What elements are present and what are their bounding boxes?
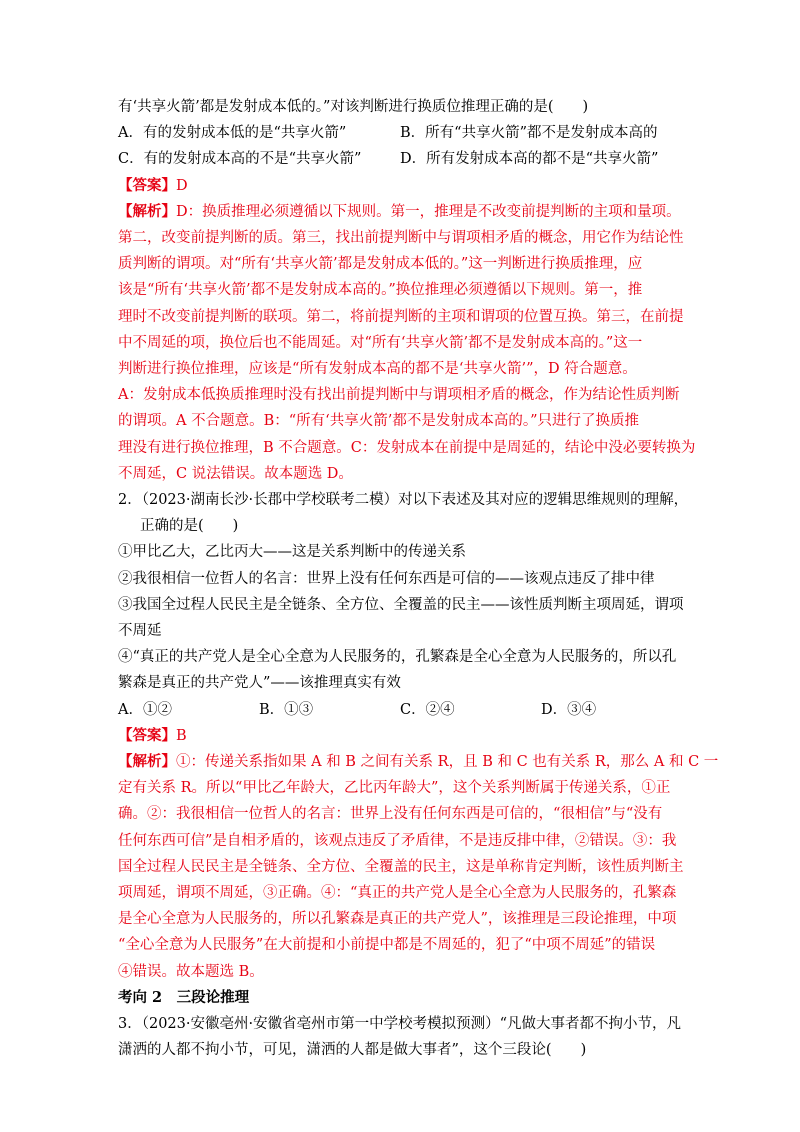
q1-analysis-line: 【解析】D：换质推理必须遵循以下规则。第一，推理是不改变前提判断的主项和量项。 bbox=[118, 202, 681, 220]
q2-analysis-line: 任何东西可信”是自相矛盾的，该观点违反了矛盾律，不是违反排中律，②错误。③：我 bbox=[118, 832, 677, 849]
q1-analysis-line: 第二，改变前提判断的质。第三，找出前提判断中与谓项相矛盾的概念，用它作为结论性 bbox=[118, 229, 684, 246]
q1-answer: 【答案】D bbox=[118, 176, 188, 194]
q1-option-c: C．有的发射成本高的不是“共享火箭” bbox=[118, 151, 362, 168]
document-page bbox=[118, 94, 719, 1063]
q1-options-row-2 bbox=[118, 146, 690, 172]
q1-option-d: D．所有发射成本高的都不是“共享火箭” bbox=[400, 151, 659, 168]
section-heading: 考向 2 三段论推理 bbox=[118, 988, 250, 1006]
q2-options bbox=[118, 697, 690, 723]
q2-analysis bbox=[118, 749, 719, 985]
q2-item: ①甲比乙大，乙比丙大——这是关系判断中的传递关系 bbox=[118, 544, 466, 561]
q2-option-a: A．①② bbox=[118, 701, 172, 718]
q2-analysis-line: 【解析】①：传递关系指如果 A 和 B 之间有关系 R，且 B 和 C 也有关系 R，那么 A 和 C 一 bbox=[118, 753, 719, 771]
q2-item: 不周延 bbox=[118, 623, 162, 640]
q2-analysis-line: 是全心全意为人民服务的，所以孔繁森是真正的共产党人”，该推理是三段论推理，中项 bbox=[118, 911, 677, 928]
q2-analysis-line: 项周延，谓项不周延，③正确。④：“真正的共产党人是全心全意为人民服务的，孔繁森 bbox=[118, 885, 677, 902]
q2-stem-line: 2．（2023·湖南长沙·长郡中学校联考二模）对以下表述及其对应的逻辑思维规则的理解， bbox=[118, 492, 689, 509]
q2-analysis-line: 确。②：我很相信一位哲人的名言：世界上没有任何东西是可信的，“很相信”与“没有 bbox=[118, 806, 663, 823]
q1-analysis-line: 判断进行换位推理，应该是“所有发射成本高的都不是‘共享火箭’”，D 符合题意。 bbox=[118, 361, 637, 377]
q2-item: ②我很相信一位哲人的名言：世界上没有任何东西是可信的——该观点违反了排中律 bbox=[118, 570, 655, 587]
q2-analysis-line: 国全过程人民民主是全链条、全方位、全覆盖的民主，这是单称肯定判断，该性质判断主 bbox=[118, 858, 684, 875]
q2-option-d: D．③④ bbox=[541, 701, 597, 718]
q3-stem-line: 3．（2023·安徽亳州·安徽省亳州市第一中学校考模拟预测）“凡做大事者都不拘小节，凡 bbox=[118, 1016, 682, 1033]
q2-analysis-line: ④错误。故本题选 B。 bbox=[118, 963, 264, 980]
q1-analysis-line: A：发射成本低换质推理时没有找出前提判断中与谓项相矛盾的概念，作为结论性质判断 bbox=[118, 387, 680, 404]
q1-option-a: A．有的发射成本低的是“共享火箭” bbox=[118, 125, 347, 142]
q2-item: ③我国全过程人民民主是全链条、全方位、全覆盖的民主——该性质判断主项周延，谓项 bbox=[118, 596, 684, 613]
q2-analysis-line: “全心全意为人民服务”在大前提和小前提中都是不周延的，犯了“中项不周延”的错误 bbox=[118, 937, 656, 954]
q1-analysis-line: 不周延，C 说法错误。故本题选 D。 bbox=[118, 465, 353, 482]
q2-stem-line: 正确的是( ) bbox=[140, 518, 239, 535]
q1-analysis-line: 该是“所有‘共享火箭’都不是发射成本高的。”换位推理必须遵循以下规则。第一，推 bbox=[118, 282, 643, 299]
q2-item: 繁森是真正的共产党人”——该推理真实有效 bbox=[118, 675, 401, 692]
q2-option-c: C．②④ bbox=[400, 701, 455, 718]
q2-answer: 【答案】B bbox=[118, 726, 187, 744]
q1-analysis-line: 理没有进行换位推理，B 不合题意。C：发射成本在前提中是周延的，结论中没必要转换为 bbox=[118, 439, 696, 456]
q1-analysis-line: 的谓项。A 不合题意。B：“所有‘共享火箭’都不是发射成本高的。”只进行了换质推 bbox=[118, 413, 640, 430]
q1-analysis-line: 质判断的谓项。对“所有‘共享火箭’都是发射成本低的。”这一判断进行换质推理，应 bbox=[118, 256, 643, 273]
q3-stem-line: 潇洒的人都不拘小节，可见，潇洒的人都是做大事者”，这个三段论( ) bbox=[118, 1042, 587, 1059]
q2-item: ④“真正的共产党人是全心全意为人民服务的，孔繁森是全心全意为人民服务的，所以孔 bbox=[118, 649, 677, 666]
q1-analysis-line: 理时不改变前提判断的联项。第二，将前提判断的主项和谓项的位置互换。第三，在前提 bbox=[118, 308, 684, 325]
q1-option-b: B．所有“共享火箭”都不是发射成本高的 bbox=[400, 125, 658, 142]
q1-analysis bbox=[118, 199, 696, 487]
q2-analysis-line: 定有关系 R。所以“甲比乙年龄大，乙比丙年龄大”，这个关系判断属于传递关系，①正 bbox=[118, 780, 671, 797]
q1-options-row-1 bbox=[118, 120, 690, 146]
q1-stem: 有‘共享火箭’都是发射成本低的。”对该判断进行换质位推理正确的是( ) bbox=[118, 99, 589, 115]
q1-analysis-line: 中不周延的项，换位后也不能周延。对“所有‘共享火箭’都不是发射成本高的。”这一 bbox=[118, 334, 643, 351]
q2-option-b: B．①③ bbox=[259, 701, 314, 718]
